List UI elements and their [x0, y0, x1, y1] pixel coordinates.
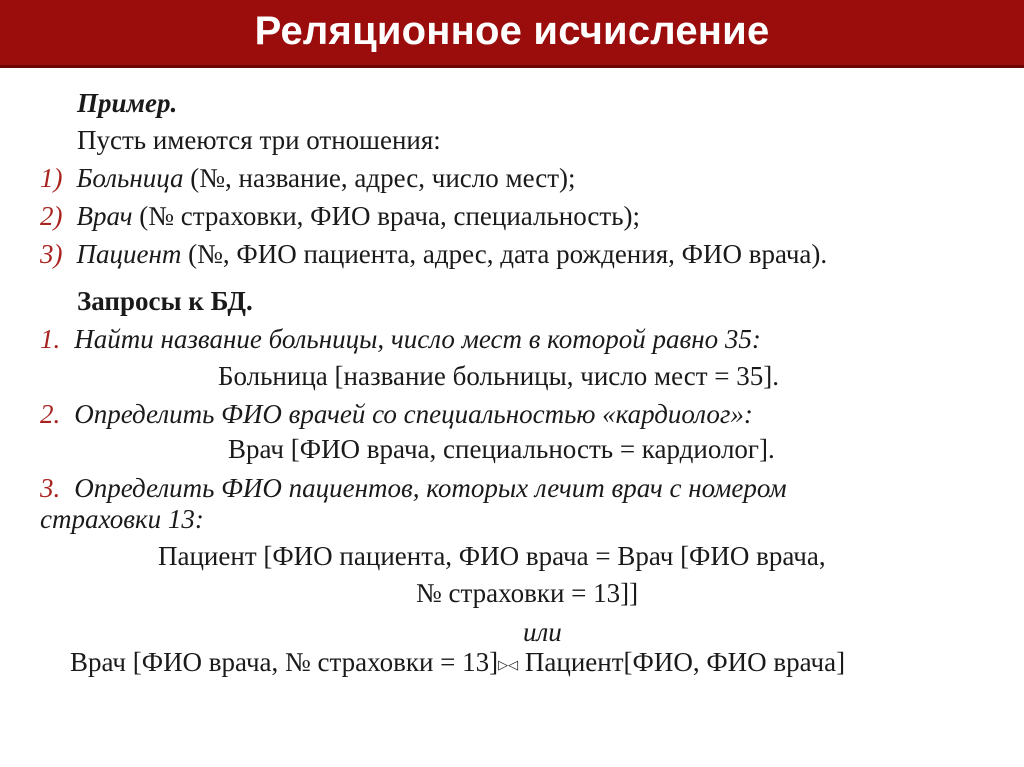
query-2: [40, 398, 753, 430]
list-number: 2): [40, 201, 63, 231]
query-1: [40, 323, 761, 355]
query-2-expression: Врач [ФИО врача, специальность = кардиолог].: [228, 434, 775, 464]
example-heading: Пример.: [77, 88, 178, 118]
query-3-expression-line-1: Пациент [ФИО пациента, ФИО врача = Врач [ФИО врача,: [158, 541, 826, 571]
list-number: 1): [40, 163, 63, 193]
query-text: Найти название больницы, число мест в которой равно 35:: [74, 324, 761, 354]
list-number: 3.: [40, 473, 61, 503]
list-number: 1.: [40, 324, 61, 354]
join-left-operand: Врач [ФИО врача, № страховки = 13]: [70, 647, 499, 677]
relation-name: Больница: [76, 163, 184, 193]
slide-title: Реляционное исчисление: [254, 9, 770, 53]
relation-item-hospital: [40, 162, 576, 194]
queries-heading: Запросы к БД.: [77, 286, 253, 316]
list-number: 2.: [40, 399, 61, 429]
query-text: Определить ФИО врачей со специальностью «кардиолог»:: [74, 399, 753, 429]
relation-item-patient: [40, 238, 827, 270]
query-text: Определить ФИО пациентов, которых лечит врач с номером: [74, 473, 787, 503]
query-3-expression-line-2: № страховки = 13]]: [416, 578, 639, 608]
or-separator: или: [523, 617, 562, 647]
title-bar: [0, 0, 1024, 68]
query-3-text-continued: страховки 13:: [40, 504, 204, 534]
relation-attributes: (№ страховки, ФИО врача, специальность);: [132, 201, 640, 231]
query-3-join-expression: [70, 646, 845, 681]
relation-attributes: (№, название, адрес, число мест);: [183, 163, 576, 193]
query-1-expression: Больница [название больницы, число мест = 35].: [218, 361, 780, 391]
relation-attributes: (№, ФИО пациента, адрес, дата рождения, ФИО врача).: [181, 239, 828, 269]
join-right-operand: Пациент[ФИО, ФИО врача]: [518, 647, 846, 677]
query-3: [40, 472, 787, 504]
natural-join-icon: ▷◁: [498, 657, 519, 672]
relation-name: Пациент: [76, 239, 182, 269]
relation-name: Врач: [76, 201, 133, 231]
list-number: 3): [40, 239, 63, 269]
example-intro: Пусть имеются три отношения:: [77, 125, 441, 155]
relation-item-doctor: [40, 200, 640, 232]
